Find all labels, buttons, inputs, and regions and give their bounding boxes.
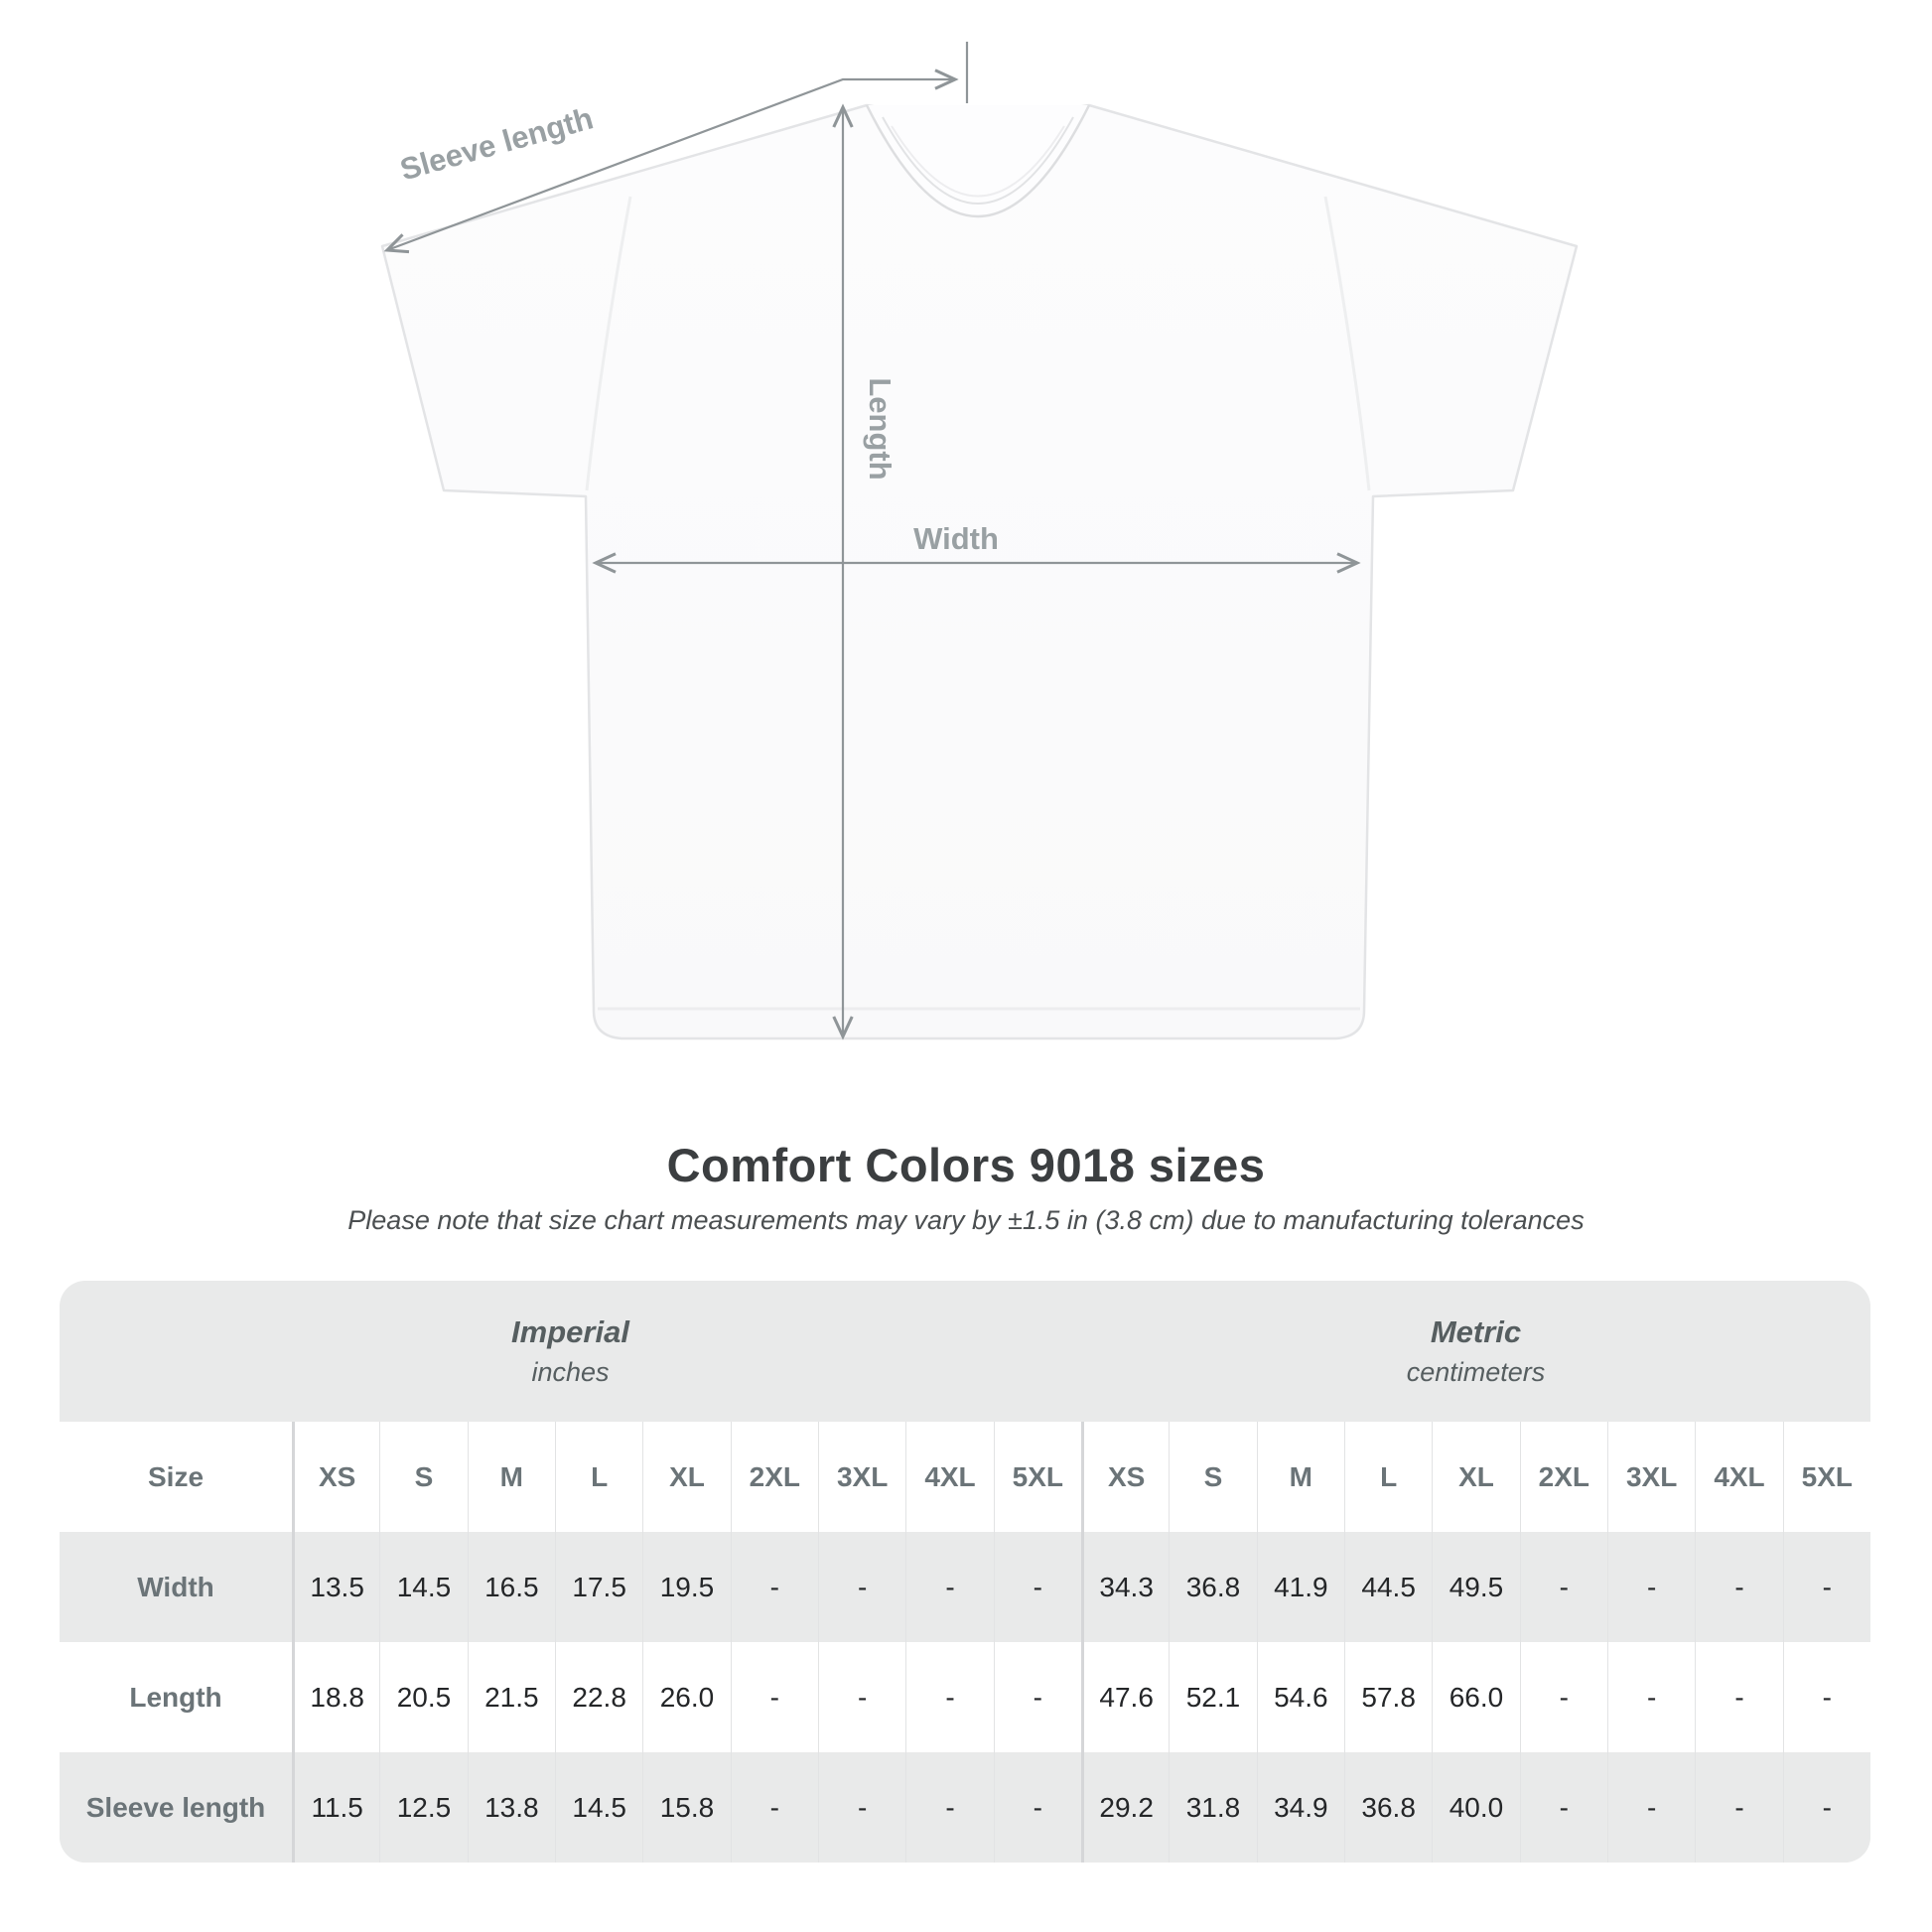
value-cell: -	[1607, 1752, 1695, 1863]
table-row-sleeve-length	[60, 1752, 1870, 1863]
value-cell: 20.5	[379, 1642, 467, 1752]
size-col-header: M	[468, 1422, 555, 1532]
value-cell: -	[994, 1642, 1081, 1752]
value-cell: 47.6	[1081, 1642, 1169, 1752]
table-row-length	[60, 1642, 1870, 1752]
value-cell: 21.5	[468, 1642, 555, 1752]
value-cell: -	[1607, 1532, 1695, 1642]
imperial-title: Imperial	[511, 1314, 629, 1349]
value-cell: -	[1695, 1752, 1782, 1863]
value-cell: -	[1520, 1532, 1607, 1642]
value-cell: 19.5	[642, 1532, 730, 1642]
value-cell: 49.5	[1432, 1532, 1519, 1642]
row-label: Length	[129, 1681, 222, 1713]
size-col-header: S	[1169, 1422, 1256, 1532]
size-col-header: 3XL	[1607, 1422, 1695, 1532]
value-cell: 15.8	[642, 1752, 730, 1863]
value-cell: -	[731, 1532, 818, 1642]
value-cell: 54.6	[1257, 1642, 1344, 1752]
value-cell: 66.0	[1432, 1642, 1519, 1752]
value-cell: 31.8	[1169, 1752, 1256, 1863]
value-cell: -	[1607, 1642, 1695, 1752]
value-cell: -	[905, 1642, 993, 1752]
value-cell: 17.5	[555, 1532, 642, 1642]
size-col-header: 5XL	[994, 1422, 1081, 1532]
length-label: Length	[863, 377, 897, 481]
size-col-header: 2XL	[1520, 1422, 1607, 1532]
size-col-header: 4XL	[905, 1422, 993, 1532]
size-col-header: XL	[642, 1422, 730, 1532]
value-cell: 57.8	[1344, 1642, 1432, 1752]
value-cell: 52.1	[1169, 1642, 1256, 1752]
size-col-header: 3XL	[818, 1422, 905, 1532]
imperial-unit: inches	[531, 1357, 610, 1387]
value-cell: -	[818, 1642, 905, 1752]
value-cell: -	[994, 1752, 1081, 1863]
value-cell: -	[731, 1752, 818, 1863]
value-cell: 22.8	[555, 1642, 642, 1752]
value-cell: 11.5	[292, 1752, 379, 1863]
value-cell: 40.0	[1432, 1752, 1519, 1863]
value-cell: -	[994, 1532, 1081, 1642]
value-cell: -	[818, 1532, 905, 1642]
value-cell: 12.5	[379, 1752, 467, 1863]
table-row-width	[60, 1532, 1870, 1642]
value-cell: 36.8	[1169, 1532, 1256, 1642]
value-cell: 16.5	[468, 1532, 555, 1642]
value-cell: -	[1695, 1532, 1782, 1642]
metric-unit: centimeters	[1406, 1357, 1546, 1387]
value-cell: 14.5	[555, 1752, 642, 1863]
metric-header	[1081, 1281, 1870, 1422]
metric-title: Metric	[1430, 1314, 1522, 1349]
sleeve-length-label: Sleeve length	[396, 100, 598, 188]
row-label: Sleeve length	[85, 1791, 266, 1823]
size-col-header: 4XL	[1695, 1422, 1782, 1532]
value-cell: 13.5	[292, 1532, 379, 1642]
page-subtitle: Please note that size chart measurements may vary by ±1.5 in (3.8 cm) due to manufacturing tolerances	[347, 1205, 1585, 1235]
value-cell: 44.5	[1344, 1532, 1432, 1642]
tshirt-illustration	[382, 105, 1577, 1038]
size-col-header: XS	[1081, 1422, 1169, 1532]
value-cell: -	[1783, 1642, 1870, 1752]
width-label: Width	[913, 521, 999, 556]
imperial-header	[60, 1281, 1081, 1422]
value-cell: 18.8	[292, 1642, 379, 1752]
size-col-header: L	[555, 1422, 642, 1532]
value-cell: 41.9	[1257, 1532, 1344, 1642]
value-cell: 26.0	[642, 1642, 730, 1752]
size-col-header: XS	[292, 1422, 379, 1532]
value-cell: 34.9	[1257, 1752, 1344, 1863]
size-col-header: XL	[1432, 1422, 1519, 1532]
value-cell: -	[905, 1532, 993, 1642]
size-col-header: L	[1344, 1422, 1432, 1532]
unit-header-band	[60, 1281, 1870, 1422]
value-cell: -	[1783, 1752, 1870, 1863]
value-cell: -	[905, 1752, 993, 1863]
value-cell: 14.5	[379, 1532, 467, 1642]
size-col-header: 2XL	[731, 1422, 818, 1532]
value-cell: 36.8	[1344, 1752, 1432, 1863]
size-col-header: 5XL	[1783, 1422, 1870, 1532]
size-col-header: M	[1257, 1422, 1344, 1532]
size-table	[60, 1281, 1870, 1863]
size-header-label: Size	[147, 1460, 205, 1492]
value-cell: 29.2	[1081, 1752, 1169, 1863]
size-header-row	[60, 1422, 1870, 1532]
value-cell: -	[731, 1642, 818, 1752]
value-cell: -	[1695, 1642, 1782, 1752]
row-label: Width	[137, 1571, 214, 1602]
page-title: Comfort Colors 9018 sizes	[666, 1139, 1266, 1191]
value-cell: -	[818, 1752, 905, 1863]
value-cell: -	[1520, 1642, 1607, 1752]
size-col-header: S	[379, 1422, 467, 1532]
tshirt-body	[382, 105, 1577, 1038]
value-cell: 13.8	[468, 1752, 555, 1863]
value-cell: -	[1520, 1752, 1607, 1863]
value-cell: 34.3	[1081, 1532, 1169, 1642]
value-cell: -	[1783, 1532, 1870, 1642]
